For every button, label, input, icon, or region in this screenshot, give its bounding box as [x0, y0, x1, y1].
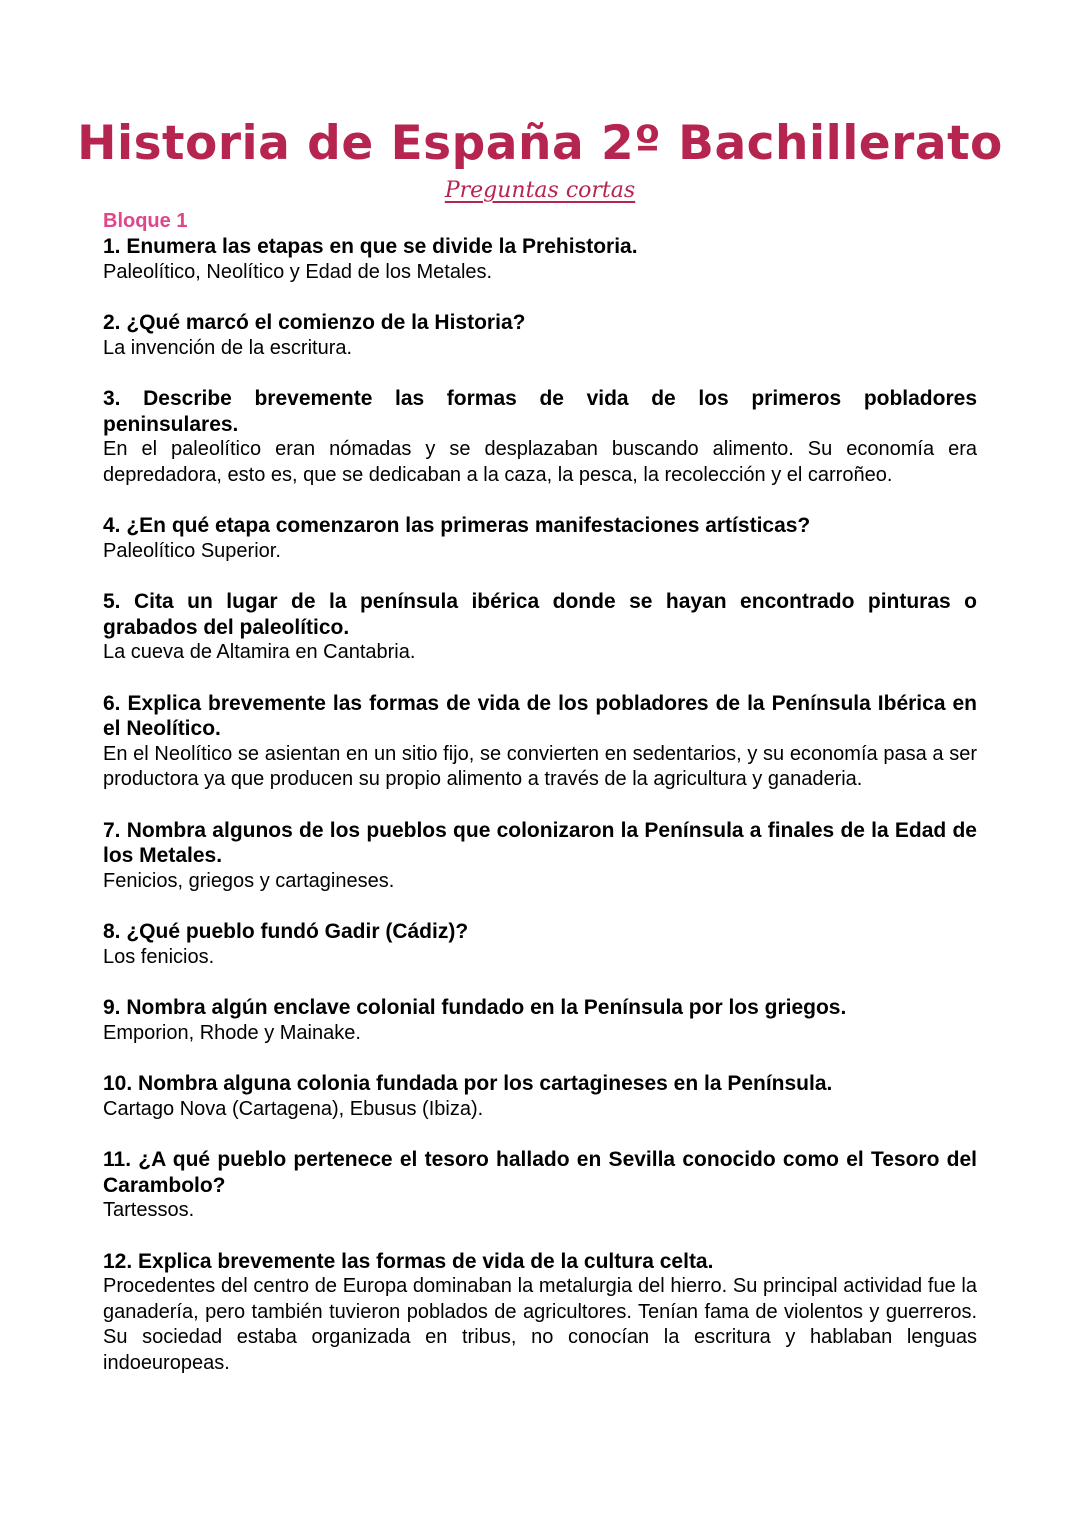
question-item-11 — [103, 1147, 977, 1224]
answer-text: Fenicios, griegos y cartagineses. — [103, 869, 395, 892]
question-item-7 — [103, 818, 977, 895]
page-title: Historia de España 2º Bachillerato — [77, 116, 1003, 171]
question-item-5 — [103, 589, 977, 666]
question-text: 9. Nombra algún enclave colonial fundado en la Península por los griegos. — [103, 996, 847, 1019]
question-text: 7. Nombra algunos de los pueblos que colonizaron la Península a finales de la Edad de los Metales. — [103, 818, 977, 867]
answer-text: Procedentes del centro de Europa dominaban la metalurgia del hierro. Su principal actividad fue la ganadería, pero también tuvieron poblados de agricultores. Tenían fama de violentos y guerreros. Su sociedad estaba organizada en tribus, no conocían la escritura y hablaban lenguas indoeuropeas. — [103, 1275, 977, 1374]
question-item-12 — [103, 1249, 977, 1377]
page-subtitle: Preguntas cortas — [444, 178, 636, 203]
question-text: 1. Enumera las etapas en que se divide la Prehistoria. — [103, 235, 638, 258]
questions-section — [103, 208, 977, 1401]
answer-text: En el Neolítico se asientan en un sitio fijo, se convierten en sedentarios, y su economía pasa a ser productora ya que producen su propio alimento a través de la agricultura y ganaderia. — [103, 742, 977, 790]
answer-text: Paleolítico, Neolítico y Edad de los Metales. — [103, 260, 493, 283]
question-text: 2. ¿Qué marcó el comienzo de la Historia? — [103, 311, 526, 334]
question-text: 10. Nombra alguna colonia fundada por los cartagineses en la Península. — [103, 1072, 833, 1095]
answer-text: La cueva de Altamira en Cantabria. — [103, 641, 416, 663]
answer-text: Tartessos. — [103, 1199, 195, 1221]
question-item-10 — [103, 1071, 977, 1122]
question-text: 4. ¿En qué etapa comenzaron las primeras manifestaciones artísticas? — [103, 514, 811, 537]
question-text: 8. ¿Qué pueblo fundó Gadir (Cádiz)? — [103, 920, 469, 943]
question-item-6 — [103, 691, 977, 793]
question-item-4 — [103, 513, 977, 564]
question-text: 5. Cita un lugar de la península ibérica donde se hayan encontrado pinturas o grabados del paleolítico. — [103, 590, 977, 639]
answer-text: En el paleolítico eran nómadas y se desplazaban buscando alimento. Su economía era depredadora, esto es, que se dedicaban a la caza, la pesca, la recolección y el carroñeo. — [103, 438, 977, 486]
question-text: 12. Explica brevemente las formas de vida de la cultura celta. — [103, 1249, 714, 1273]
question-text: 11. ¿A qué pueblo pertenece el tesoro hallado en Sevilla conocido como el Tesoro del Carambolo? — [103, 1148, 977, 1197]
answer-text: Paleolítico Superior. — [103, 539, 281, 562]
block-label: Bloque 1 — [103, 210, 188, 232]
question-text: 3. Describe brevemente las formas de vida de los primeros pobladores peninsulares. — [103, 387, 977, 436]
question-item-8 — [103, 919, 977, 970]
question-item-1 — [103, 234, 977, 285]
question-text: 6. Explica brevemente las formas de vida de los pobladores de la Península Ibérica en el Neolítico. — [103, 691, 977, 740]
answer-text: Cartago Nova (Cartagena), Ebusus (Ibiza). — [103, 1097, 484, 1120]
question-item-9 — [103, 995, 977, 1046]
answer-text: La invención de la escritura. — [103, 336, 353, 359]
question-item-3 — [103, 386, 977, 488]
answer-text: Los fenicios. — [103, 945, 215, 968]
answer-text: Emporion, Rhode y Mainake. — [103, 1021, 361, 1044]
question-item-2 — [103, 310, 977, 361]
